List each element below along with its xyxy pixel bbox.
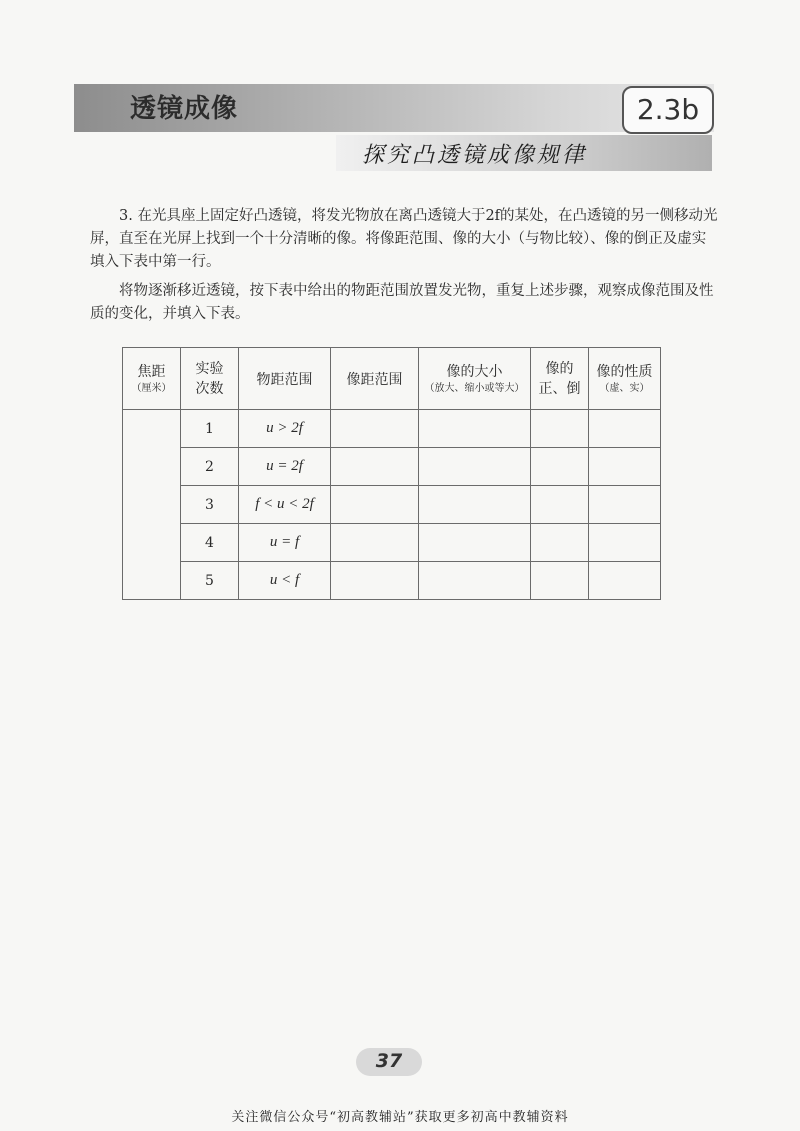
image-size-cell xyxy=(419,410,531,448)
table-row xyxy=(123,410,661,448)
object-range-cell: u = 2f xyxy=(239,448,331,486)
trial-number-cell: 1 xyxy=(181,410,239,448)
trial-number-cell: 5 xyxy=(181,562,239,600)
chapter-title: 透镜成像 xyxy=(130,94,239,124)
image-orientation-cell xyxy=(531,486,589,524)
image-range-cell xyxy=(331,524,419,562)
table-header-row xyxy=(123,348,661,410)
header-object-range: 物距范围 xyxy=(239,348,331,410)
section-subtitle: 探究凸透镜成像规律 xyxy=(362,143,588,168)
object-range-cell: u < f xyxy=(239,562,331,600)
header-trial-number: 实验 次数 xyxy=(181,348,239,410)
image-nature-cell xyxy=(589,562,661,600)
experiment-table xyxy=(122,347,661,600)
header-image-size: 像的大小 （放大、缩小或等大） xyxy=(419,348,531,410)
image-orientation-cell xyxy=(531,410,589,448)
image-orientation-cell xyxy=(531,524,589,562)
image-range-cell xyxy=(331,410,419,448)
header-image-nature: 像的性质 （虚、实） xyxy=(589,348,661,410)
image-range-cell xyxy=(331,486,419,524)
instruction-paragraph-1: 3. 在光具座上固定好凸透镜，将发光物放在离凸透镜大于2f的某处，在凸透镜的另一侧移动光屏，直至在光屏上找到一个十分清晰的像。将像距范围、像的大小（与物比较）、像的倒正及虚实填入下表中第一行。 xyxy=(90,208,718,270)
section-number-badge: 2.3b xyxy=(622,86,714,134)
table-row xyxy=(123,524,661,562)
header-image-range: 像距范围 xyxy=(331,348,419,410)
trial-number-cell: 4 xyxy=(181,524,239,562)
image-orientation-cell xyxy=(531,562,589,600)
image-size-cell xyxy=(419,524,531,562)
table-row xyxy=(123,562,661,600)
footer-note: 关注微信公众号“初高教辅站”获取更多初高中教辅资料 xyxy=(231,1110,569,1125)
header-focal-length: 焦距 （厘米） xyxy=(123,348,181,410)
header-image-orientation: 像的 正、倒 xyxy=(531,348,589,410)
table-row xyxy=(123,448,661,486)
instruction-paragraph-2: 将物逐渐移近透镜，按下表中给出的物距范围放置发光物，重复上述步骤，观察成像范围及性质的变化，并填入下表。 xyxy=(90,283,714,322)
object-range-cell: u = f xyxy=(239,524,331,562)
image-size-cell xyxy=(419,448,531,486)
object-range-cell: u > 2f xyxy=(239,410,331,448)
focal-length-cell xyxy=(123,410,181,600)
image-size-cell xyxy=(419,562,531,600)
table-row xyxy=(123,486,661,524)
image-nature-cell xyxy=(589,524,661,562)
image-size-cell xyxy=(419,486,531,524)
object-range-cell: f < u < 2f xyxy=(239,486,331,524)
image-nature-cell xyxy=(589,410,661,448)
page-number: 37 xyxy=(375,1050,403,1072)
trial-number-cell: 2 xyxy=(181,448,239,486)
image-nature-cell xyxy=(589,486,661,524)
image-range-cell xyxy=(331,562,419,600)
image-range-cell xyxy=(331,448,419,486)
image-nature-cell xyxy=(589,448,661,486)
image-orientation-cell xyxy=(531,448,589,486)
trial-number-cell: 3 xyxy=(181,486,239,524)
